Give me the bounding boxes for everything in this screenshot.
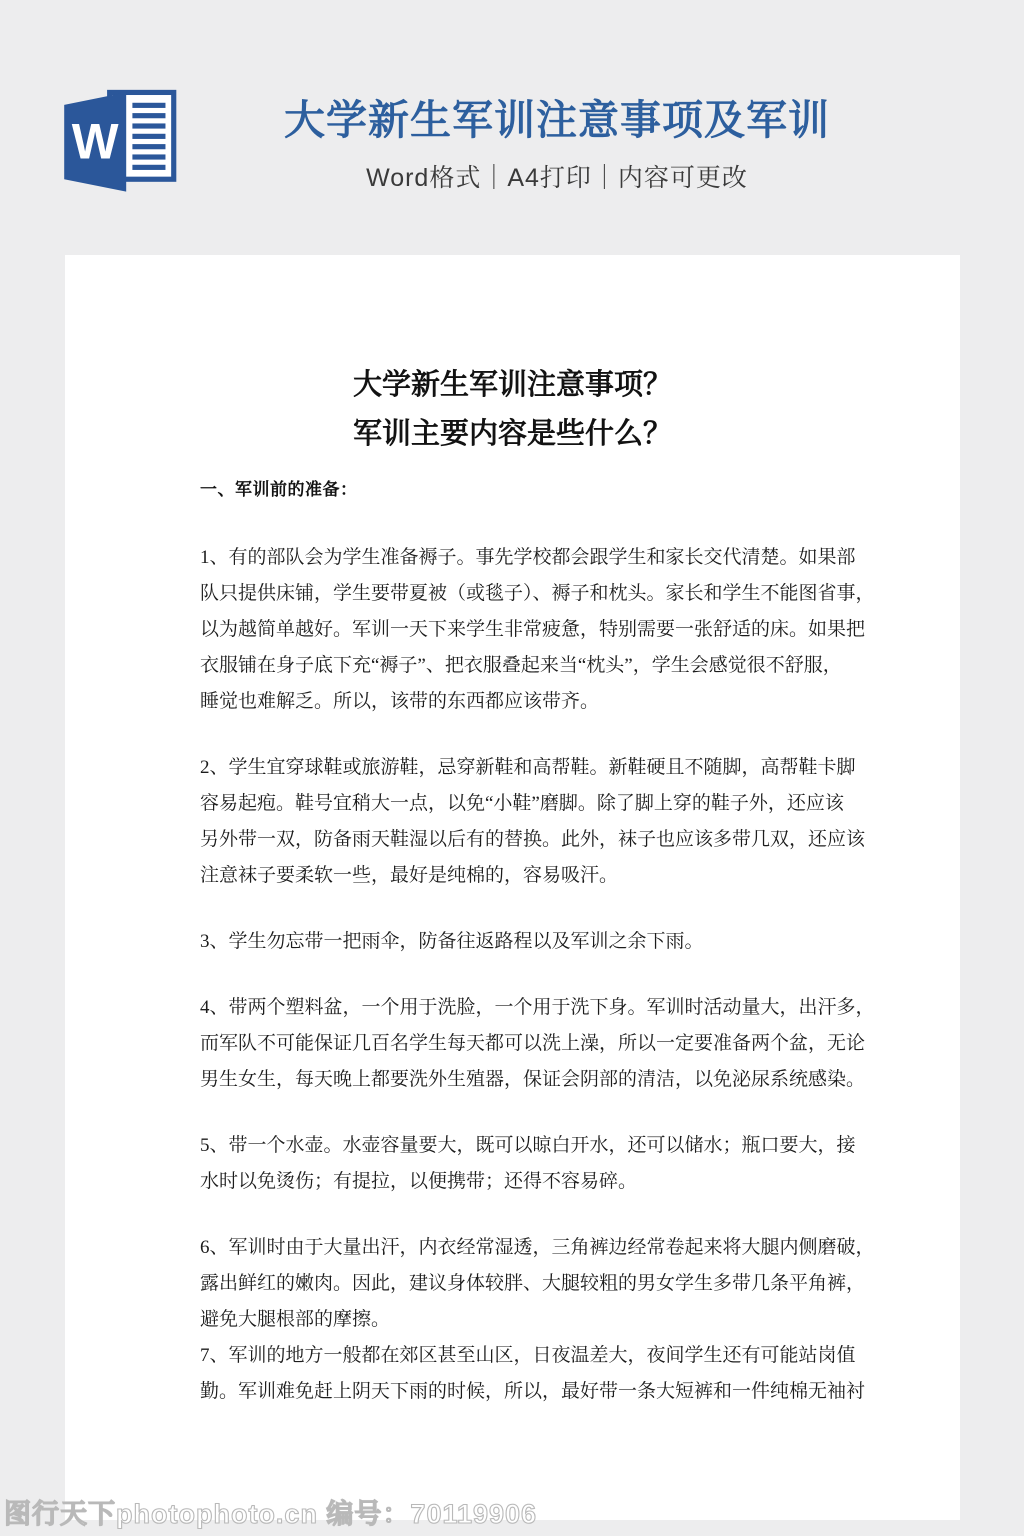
paragraph-line: 以为越简单越好。军训一天下来学生非常疲惫，特别需要一张舒适的床。如果把 (200, 619, 866, 640)
document-title (65, 361, 960, 459)
paragraph (200, 924, 865, 960)
paragraph-line: 另外带一双，防备雨天鞋湿以后有的替换。此外，袜子也应该多带几双，还应该 (200, 829, 866, 850)
paragraph-line: 3、学生勿忘带一把雨伞，防备往返路程以及军训之余下雨。 (200, 931, 704, 952)
paragraph-line: 7、军训的地方一般都在郊区甚至山区，日夜温差大，夜间学生还有可能站岗值 (200, 1345, 856, 1366)
paragraph-line: 男生女生，每天晚上都要洗外生殖器，保证会阴部的清洁，以免泌尿系统感染。 (200, 1069, 866, 1090)
word-logo-icon (58, 86, 182, 196)
paragraph-line: 睡觉也难解乏。所以，该带的东西都应该带齐。 (200, 691, 600, 712)
header (0, 0, 1024, 255)
paragraph (200, 1338, 865, 1410)
paragraph (200, 1128, 865, 1200)
paragraph-line: 水时以免烫伤；有提拉，以便携带；还得不容易碎。 (200, 1171, 638, 1192)
svg-text:W: W (71, 113, 119, 170)
paragraph-line: 而军队不可能保证几百名学生每天都可以洗上澡，所以一定要准备两个盆，无论 (200, 1033, 866, 1054)
document-title-line-2: 军训主要内容是些什么？ (352, 418, 672, 450)
doc-paragraphs (200, 540, 875, 1410)
paragraph (200, 540, 875, 720)
paragraph-line: 1、有的部队会为学生准备褥子。事先学校都会跟学生和家长交代清楚。如果部 (200, 547, 856, 568)
paragraph-line: 露出鲜红的嫩肉。因此，建议身体较胖、大腿较粗的男女学生多带几条平角裤， (200, 1273, 866, 1294)
document-title-line-1: 大学新生军训注意事项？ (352, 369, 672, 401)
paragraph (200, 1230, 875, 1338)
paragraph (200, 990, 875, 1098)
paragraph-line: 勤。军训难免赶上阴天下雨的时候，所以，最好带一条大短裤和一件纯棉无袖衬 (200, 1381, 866, 1402)
site-watermark: 图行天下photophoto.cn 编号：70119906 (4, 1499, 538, 1529)
header-text (180, 94, 934, 194)
paragraph-line: 2、学生宜穿球鞋或旅游鞋，忌穿新鞋和高帮鞋。新鞋硬且不随脚，高帮鞋卡脚 (200, 757, 856, 778)
section-heading: 一、军训前的准备： (200, 480, 358, 499)
paragraph-line: 容易起疱。鞋号宜稍大一点，以免“小鞋”磨脚。除了脚上穿的鞋子外，还应该 (200, 793, 844, 814)
paragraph-line: 5、带一个水壶。水壶容量要大，既可以晾白开水，还可以储水；瓶口要大，接 (200, 1135, 856, 1156)
header-title: 大学新生军训注意事项及军训 (284, 97, 830, 143)
paragraph-line: 队只提供床铺，学生要带夏被（或毯子）、褥子和枕头。家长和学生不能图省事， (200, 583, 875, 604)
paragraph-line: 衣服铺在身子底下充“褥子”、把衣服叠起来当“枕头”，学生会感觉很不舒服， (200, 655, 842, 676)
header-subtitle: Word格式｜A4打印｜内容可更改 (366, 164, 748, 192)
paragraph-line: 避免大腿根部的摩擦。 (200, 1309, 391, 1330)
paragraph (200, 750, 865, 894)
paragraph-line: 6、军训时由于大量出汗，内衣经常湿透，三角裤边经常卷起来将大腿内侧磨破， (200, 1237, 875, 1258)
document-page (65, 255, 960, 1520)
paragraph-line: 4、带两个塑料盆，一个用于洗脸，一个用于洗下身。军训时活动量大，出汗多， (200, 997, 875, 1018)
paragraph-line: 注意袜子要柔软一些，最好是纯棉的，容易吸汗。 (200, 865, 619, 886)
